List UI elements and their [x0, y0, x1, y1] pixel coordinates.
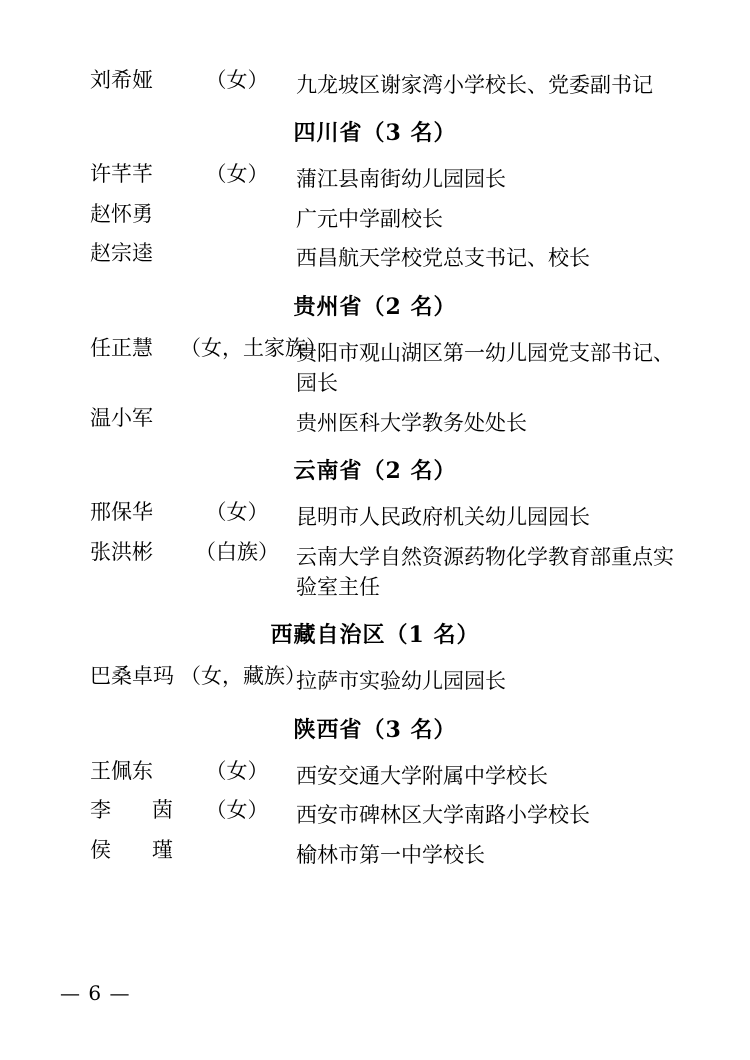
- list-item: [60, 405, 690, 438]
- person-title: 西安交通大学附属中学校长: [296, 763, 548, 788]
- section-heading: 四川省（3 名）: [293, 120, 457, 147]
- person-name: 刘希娅: [90, 68, 153, 92]
- person-title: 昆明市人民政府机关幼儿园园长: [296, 505, 590, 530]
- section-heading: 西藏自治区（1 名）: [270, 622, 480, 649]
- person-attribute: （女）: [205, 500, 269, 525]
- person-name: 巴桑卓玛: [90, 664, 174, 689]
- person-name: 赵怀勇: [90, 201, 153, 226]
- list-item: [60, 70, 690, 100]
- person-name: 任正慧: [90, 335, 153, 360]
- person-title: 蒲江县南街幼儿园园长: [296, 167, 506, 192]
- list-item: [60, 243, 690, 273]
- document-body: [60, 70, 690, 870]
- person-name: 侯 瑾: [90, 837, 183, 862]
- person-attribute: （白族）: [195, 539, 279, 564]
- section-heading: 贵州省（2 名）: [293, 293, 457, 320]
- list-item: [60, 837, 690, 870]
- person-title: 九龙坡区谢家湾小学校长、党委副书记: [296, 73, 653, 97]
- person-name: 王佩东: [90, 758, 153, 783]
- person-attribute: （女，藏族）: [180, 664, 306, 689]
- list-item: [60, 164, 690, 194]
- person-attribute: （女）: [205, 758, 269, 783]
- list-item: [60, 800, 690, 830]
- person-attribute: （女）: [205, 68, 269, 92]
- list-item: [60, 201, 690, 234]
- person-name: 许芊芊: [90, 162, 153, 187]
- person-title: 贵阳市观山湖区第一幼儿园党支部书记、园长: [296, 340, 674, 396]
- person-name: 李 茵: [90, 798, 183, 823]
- list-item: [60, 539, 690, 603]
- list-item: [60, 335, 690, 399]
- person-name: 邢保华: [90, 500, 153, 525]
- list-item: [60, 758, 690, 791]
- section-heading: 陕西省（3 名）: [293, 716, 457, 743]
- list-item: [60, 666, 690, 696]
- section-heading: 云南省（2 名）: [293, 458, 457, 485]
- person-name: 温小军: [90, 405, 153, 430]
- person-attribute: （女）: [205, 162, 269, 187]
- person-title: 贵州医科大学教务处处长: [296, 410, 527, 435]
- person-title: 广元中学副校长: [296, 206, 443, 231]
- person-attribute: （女，土家族）: [180, 335, 327, 360]
- person-title: 西昌航天学校党总支书记、校长: [296, 246, 590, 271]
- person-title: 榆林市第一中学校长: [296, 842, 485, 867]
- page-number: — 6 —: [60, 981, 131, 1005]
- person-name: 张洪彬: [90, 539, 153, 564]
- person-attribute: （女）: [205, 798, 269, 823]
- person-title: 西安市碑林区大学南路小学校长: [296, 803, 590, 828]
- person-name: 赵宗逵: [90, 241, 153, 266]
- list-item: [60, 502, 690, 532]
- person-title: 云南大学自然资源药物化学教育部重点实验室主任: [296, 544, 674, 599]
- person-title: 拉萨市实验幼儿园园长: [296, 669, 506, 694]
